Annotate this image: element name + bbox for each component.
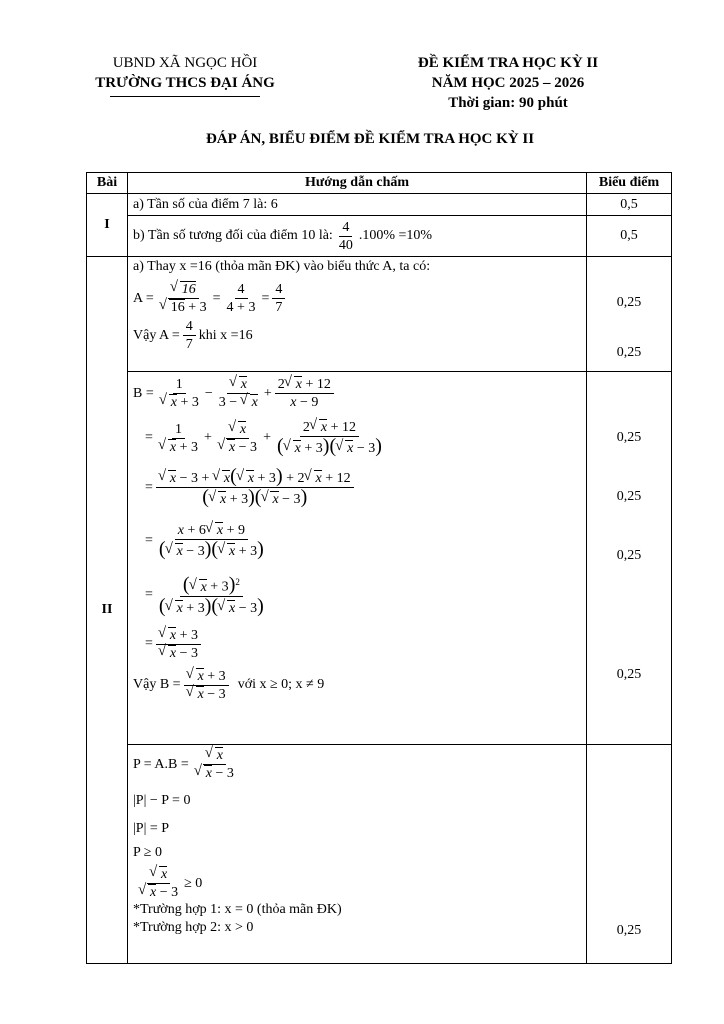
p-case-2: *Trường hợp 2: x > 0 bbox=[133, 920, 254, 935]
b-line-1: B = 1 √ x + 3 − √ $\frac{x}{3 - √ x}$ + $\frac{2√ x + 12}{x - 9}$ bbox=[133, 376, 581, 411]
col-header-score: Biểu điểm bbox=[587, 173, 672, 194]
table-row bbox=[87, 216, 672, 257]
page-title: ĐÁP ÁN, BIỂU ĐIỂM ĐỀ KIỂM TRA HỌC KỲ II bbox=[205, 131, 535, 147]
b-line-4: = $\frac{x + 6√ x + 9}{(√ x - 3)(√ x + 3)}$ bbox=[133, 522, 581, 560]
p-intro-line: P = A.B = √ x √ x − 3 bbox=[133, 747, 581, 782]
exam-header bbox=[378, 53, 638, 113]
a-conclusion: Vậy A = $\frac{4}{7}$ khi x =16 bbox=[133, 319, 253, 352]
b-line-3: = √ $\frac{x - 3 + √ x(√ x + 3) + 2√ x + 12}{(√ x + 3)(√ x - 3)}$ bbox=[133, 467, 581, 508]
guide-cell bbox=[128, 216, 587, 257]
score-cell: 0,25 0,25 bbox=[587, 257, 672, 372]
r2-tail: .100% =10% bbox=[358, 228, 433, 243]
score-cell: 0,5 bbox=[587, 194, 672, 216]
col-header-bai: Bài bbox=[87, 173, 128, 194]
school-year: NĂM HỌC 2025 – 2026 bbox=[431, 75, 585, 91]
b-line-5: = $\frac{(√ x + 3)^2}{(√ x + 3)(√ x - 3)}$ bbox=[133, 574, 581, 617]
col-header-guide: Hướng dẫn chấm bbox=[128, 173, 587, 194]
p-case-1: *Trường hợp 1: x = 0 (thỏa mãn ĐK) bbox=[133, 902, 342, 917]
table-header-row bbox=[87, 173, 672, 194]
r2-text: b) Tần số tương đối của điểm 10 là: bbox=[133, 228, 333, 243]
table-row bbox=[87, 194, 672, 216]
table-row bbox=[87, 745, 672, 964]
b-line-6: = √ x + 3 √ x − 3 bbox=[133, 627, 581, 662]
guide-cell bbox=[128, 194, 587, 216]
school-name: TRƯỜNG THCS ĐẠI ÁNG bbox=[95, 75, 275, 91]
bai-label-2: II bbox=[87, 257, 128, 964]
commune-name: UBND XÃ NGỌC HỒI bbox=[112, 55, 258, 71]
guide-cell bbox=[128, 257, 587, 372]
score-cell: 0,25 bbox=[587, 745, 672, 964]
score-cell: 0,25 0,25 0,25 0,25 bbox=[587, 372, 672, 745]
score-cell: 0,5 bbox=[587, 216, 672, 257]
a-computation: A = √ 16 √ 16 + 3 = $\frac{4}{4 + 3}$ = $\frac{4}{7}$ bbox=[133, 281, 581, 316]
school-header bbox=[70, 53, 300, 97]
p-line-1: |P| − P = 0 bbox=[133, 793, 191, 808]
p-line-3: P ≥ 0 bbox=[133, 845, 162, 860]
exam-title: ĐỀ KIỂM TRA HỌC KỲ II bbox=[417, 55, 599, 71]
bai-label-1: I bbox=[87, 194, 128, 257]
r1-text: a) Tần số của điểm 7 là: 6 bbox=[133, 196, 278, 212]
school-underline bbox=[110, 96, 260, 97]
guide-cell bbox=[128, 745, 587, 964]
grading-table bbox=[86, 172, 672, 964]
guide-cell bbox=[128, 372, 587, 745]
fraction-4-40: $\frac{4}{40}$ bbox=[338, 219, 353, 253]
b-line-2: = 1 √ x + 3 + √ x √ x − 3 + $\frac{2√ x + 12}{(√ x + 3)(√ x - 3)}$ bbox=[133, 419, 581, 457]
p-line-2: |P| = P bbox=[133, 821, 170, 836]
exam-duration: Thời gian: 90 phút bbox=[448, 95, 568, 111]
a-intro: a) Thay x =16 (thỏa mãn ĐK) vào biểu thức A, ta có: bbox=[133, 259, 431, 274]
b-conclusion: Vậy B = √ x + 3 √ x − 3 với x ≥ 0; x ≠ 9 bbox=[133, 668, 581, 703]
table-row bbox=[87, 257, 672, 372]
table-row bbox=[87, 372, 672, 745]
p-line-4: √ x √ x − 3 ≥ 0 bbox=[133, 866, 581, 901]
